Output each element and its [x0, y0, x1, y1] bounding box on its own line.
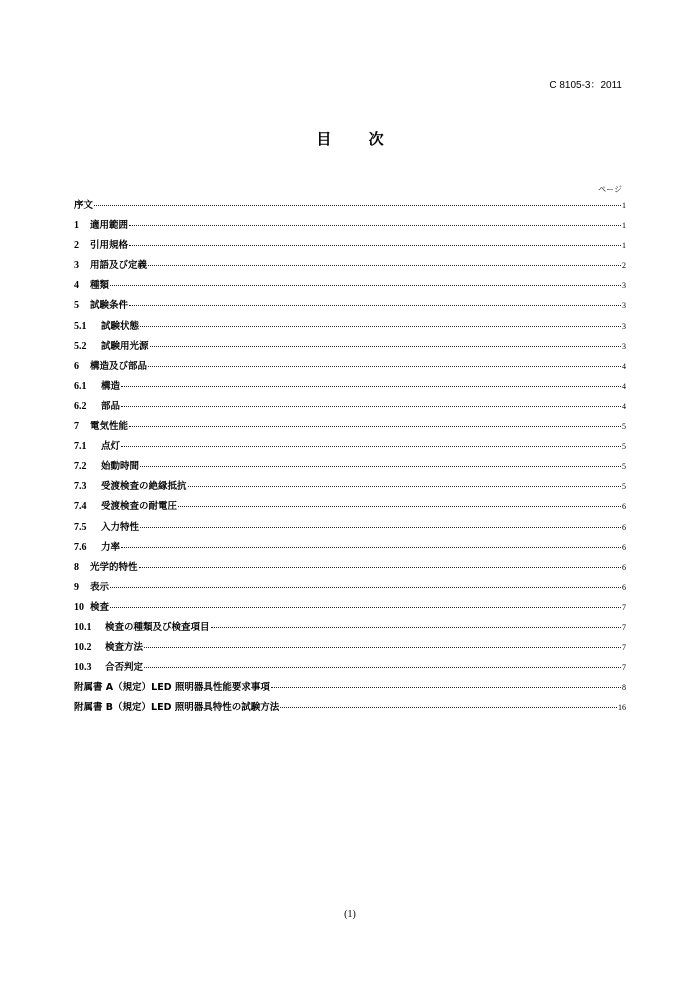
toc-entry-label: 受渡検査の耐電圧 [101, 501, 178, 513]
toc-entry-page: 3 [622, 321, 626, 331]
dot-leader [148, 366, 621, 367]
toc-entry[interactable] [74, 481, 626, 501]
toc-entry[interactable] [74, 582, 626, 602]
toc-entry[interactable] [74, 642, 626, 662]
dot-leader [110, 607, 621, 608]
toc-entry[interactable] [74, 401, 626, 421]
toc-entry-page: 4 [622, 361, 626, 371]
toc-entry-page: 2 [622, 261, 626, 271]
toc-entry[interactable] [74, 280, 626, 300]
dot-leader [271, 687, 621, 688]
toc-entry-number: 6.2 [74, 400, 87, 412]
toc-entry-number: 3 [74, 260, 79, 272]
dot-leader [144, 647, 621, 648]
toc-entry-label: 受渡検査の絶縁抵抗 [101, 481, 187, 493]
toc-entry-label: 入力特性 [101, 521, 140, 533]
toc-entry-label: 電気性能 [90, 421, 129, 433]
dot-leader [280, 707, 617, 708]
toc-entry-label: 試験用光源 [101, 340, 149, 352]
toc-entry-number: 7.1 [74, 441, 87, 453]
page-column-label: ページ [598, 185, 622, 194]
toc-entry-page: 3 [622, 341, 626, 351]
dot-leader [140, 527, 621, 528]
toc-entry-page: 5 [622, 442, 626, 452]
toc-entry-label: 点灯 [101, 441, 121, 453]
toc-entry[interactable] [74, 562, 626, 582]
toc-entry-page: 7 [622, 643, 626, 653]
toc-entry[interactable] [74, 361, 626, 381]
toc-entry-number: 7.2 [74, 461, 87, 473]
toc-entry-label: 試験状態 [101, 320, 140, 332]
toc-entry-number: 5 [74, 300, 79, 312]
dot-leader [188, 486, 621, 487]
dot-leader [129, 305, 621, 306]
toc-entry-label: 引用規格 [90, 240, 129, 252]
dot-leader [121, 406, 621, 407]
toc-entry-page: 6 [622, 582, 626, 592]
toc-entry-label: 合否判定 [105, 662, 144, 674]
toc-entry[interactable] [74, 461, 626, 481]
toc-entry-page: 5 [622, 422, 626, 432]
toc-entry[interactable] [74, 602, 626, 622]
toc-entry-number: 10.2 [74, 642, 92, 654]
dot-leader [94, 205, 621, 206]
toc-entry-page: 6 [622, 502, 626, 512]
toc-entry-label: 始動時間 [101, 461, 140, 473]
toc-entry-page: 8 [622, 683, 626, 693]
toc-entry-label: 試験条件 [90, 300, 129, 312]
dot-leader [129, 225, 621, 226]
dot-leader [121, 386, 621, 387]
toc-entry-page: 6 [622, 562, 626, 572]
toc-entry[interactable] [74, 321, 626, 341]
toc-entry-page: 3 [622, 301, 626, 311]
toc-entry[interactable] [74, 441, 626, 461]
toc-entry-page: 16 [618, 703, 626, 713]
toc-entry-page: 5 [622, 462, 626, 472]
toc-entry-label: 序文 [74, 200, 94, 211]
toc-entry-label: 用語及び定義 [90, 260, 148, 272]
dot-leader [121, 446, 621, 447]
toc-entry[interactable] [74, 220, 626, 240]
toc-entry[interactable] [74, 381, 626, 401]
toc-entry-number: 7.4 [74, 501, 87, 513]
table-of-contents [74, 200, 626, 722]
dot-leader [129, 426, 621, 427]
toc-entry-page: 7 [622, 663, 626, 673]
toc-entry-number: 9 [74, 581, 79, 593]
toc-entry[interactable] [74, 522, 626, 542]
toc-entry-label: 光学的特性 [90, 561, 138, 573]
toc-entry-number: 10.3 [74, 662, 92, 674]
toc-entry[interactable] [74, 300, 626, 320]
toc-entry-label: 力率 [101, 541, 121, 553]
dot-leader [140, 326, 621, 327]
toc-entry-number: 7 [74, 421, 79, 433]
toc-entry[interactable] [74, 341, 626, 361]
toc-entry-page: 1 [622, 221, 626, 231]
toc-entry-label: 表示 [90, 581, 110, 593]
toc-entry[interactable] [74, 662, 626, 682]
toc-entry[interactable] [74, 542, 626, 562]
toc-entry-label: 適用範囲 [90, 220, 129, 232]
toc-entry-label: 構造及び部品 [90, 360, 148, 372]
toc-entry-number: 6 [74, 360, 79, 372]
dot-leader [121, 547, 621, 548]
toc-entry-page: 3 [622, 281, 626, 291]
toc-entry-number: 6.1 [74, 380, 87, 392]
toc-entry-page: 4 [622, 381, 626, 391]
toc-entry-label: 種類 [90, 280, 110, 292]
dot-leader [110, 587, 621, 588]
dot-leader [211, 627, 621, 628]
toc-entry[interactable] [74, 200, 626, 220]
toc-entry[interactable] [74, 240, 626, 260]
toc-entry[interactable] [74, 421, 626, 441]
dot-leader [144, 667, 621, 668]
toc-entry-label: 部品 [101, 400, 121, 412]
dot-leader [148, 265, 621, 266]
dot-leader [129, 245, 621, 246]
toc-entry-label: 検査 [90, 601, 110, 613]
toc-entry-page: 1 [622, 241, 626, 251]
toc-entry-page: 4 [622, 401, 626, 411]
dot-leader [150, 346, 621, 347]
toc-entry-number: 8 [74, 561, 79, 573]
dot-leader [110, 285, 621, 286]
toc-entry-number: 2 [74, 240, 79, 252]
toc-entry-label: 検査方法 [105, 642, 144, 654]
toc-entry-number: 1 [74, 220, 79, 232]
toc-entry-number: 7.3 [74, 481, 87, 493]
toc-entry-label: 附属書 A（規定）LED 照明器具性能要求事項 [74, 682, 270, 694]
toc-entry-number: 10 [74, 601, 84, 613]
footer-page-number: (1) [344, 909, 356, 920]
toc-entry-label: 附属書 B（規定）LED 照明器具特性の試験方法 [74, 702, 280, 714]
page-title: 目 次 [316, 130, 400, 148]
toc-entry[interactable] [74, 501, 626, 521]
toc-entry-number: 5.2 [74, 340, 87, 352]
toc-entry[interactable] [74, 682, 626, 702]
document-code: C 8105-3：2011 [549, 80, 622, 91]
toc-entry-number: 4 [74, 280, 79, 292]
dot-leader [139, 567, 621, 568]
toc-entry-page: 7 [622, 622, 626, 632]
toc-entry[interactable] [74, 702, 626, 722]
toc-entry[interactable] [74, 260, 626, 280]
toc-entry-number: 10.1 [74, 621, 92, 633]
toc-entry-number: 5.1 [74, 320, 87, 332]
dot-leader [178, 506, 621, 507]
toc-entry-number: 7.5 [74, 521, 87, 533]
toc-entry[interactable] [74, 622, 626, 642]
dot-leader [140, 466, 621, 467]
toc-entry-label: 構造 [101, 380, 121, 392]
toc-entry-page: 7 [622, 602, 626, 612]
toc-entry-page: 1 [622, 201, 626, 210]
toc-entry-number: 7.6 [74, 541, 87, 553]
toc-entry-page: 6 [622, 542, 626, 552]
toc-entry-page: 5 [622, 482, 626, 492]
toc-entry-label: 検査の種類及び検査項目 [105, 621, 210, 633]
toc-entry-page: 6 [622, 522, 626, 532]
